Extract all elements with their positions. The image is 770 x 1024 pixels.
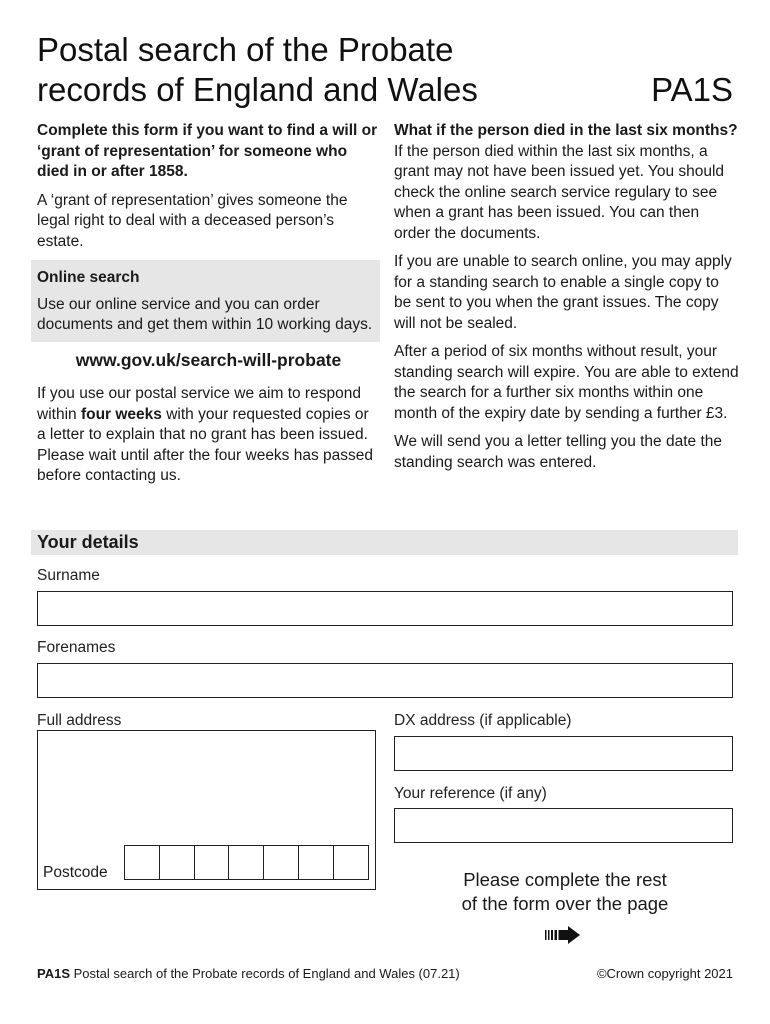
postcode-cell[interactable] — [264, 846, 299, 879]
expiry-text: After a period of six months without result, your standing search will expire. You are able to extend the search for a further six months within one month of the expiry date by sending a further £3. — [394, 343, 739, 422]
left-column — [37, 121, 380, 495]
postcode-cell[interactable] — [160, 846, 195, 879]
surname-label: Surname — [37, 567, 100, 584]
continue-line-2: of the form over the page — [461, 893, 669, 914]
grant-explainer: A ‘grant of representation’ gives someone the legal right to deal with a deceased person’s estate. — [37, 191, 348, 250]
your-details-heading: Your details — [31, 530, 738, 555]
letter-text: We will send you a letter telling you the date the standing search was entered. — [394, 433, 722, 471]
right-column — [394, 121, 739, 481]
standing-search-text: If you are unable to search online, you may apply for a standing search to enable a single copy to be sent to you when the grant issues. The copy will not be sealed. — [394, 253, 732, 332]
footer-form-title: Postal search of the Probate records of England and Wales (07.21) — [70, 966, 460, 981]
full-address-label: Full address — [37, 712, 122, 729]
search-will-probate-link[interactable]: www.gov.uk/search-will-probate — [75, 349, 342, 370]
postcode-cell[interactable] — [195, 846, 230, 879]
forenames-field[interactable] — [37, 663, 733, 698]
turn-page-arrow-icon — [545, 925, 581, 945]
continue-note — [440, 868, 690, 916]
postcode-cell[interactable] — [334, 846, 369, 879]
online-search-heading: Online search — [37, 269, 140, 286]
page-title — [37, 30, 478, 110]
online-search-box — [31, 260, 380, 342]
online-search-body: Use our online service and you can order documents and get them within 10 working days. — [37, 295, 373, 333]
form-code: PA1S — [651, 71, 733, 108]
reference-field[interactable] — [394, 808, 733, 843]
recent-death-answer: If the person died within the last six months, a grant may not have been issued yet. You should check the online search service regulary to see when a grant has been issued. You can then order the documents. — [394, 142, 725, 242]
dx-address-field[interactable] — [394, 736, 733, 771]
postcode-field[interactable] — [124, 845, 369, 880]
postal-service-text — [37, 384, 380, 487]
recent-death-question: What if the person died in the last six months? — [394, 122, 738, 139]
dx-address-label: DX address (if applicable) — [394, 712, 572, 729]
postal-before: If you use our postal service we aim to respond within — [37, 385, 361, 423]
postcode-cell[interactable] — [125, 846, 160, 879]
footer-copyright: ©Crown copyright 2021 — [596, 966, 733, 981]
continue-line-1: Please complete the rest — [463, 869, 667, 890]
reference-label: Your reference (if any) — [394, 785, 547, 802]
surname-field[interactable] — [37, 591, 733, 626]
forenames-label: Forenames — [37, 639, 116, 656]
recent-death-text — [394, 121, 739, 244]
postal-after: with your requested copies or a letter to explain that no grant has been issued. Please wait until after the four weeks has passed before contacting us. — [37, 405, 374, 484]
postal-emphasis: four weeks — [80, 405, 162, 423]
postcode-cell[interactable] — [299, 846, 334, 879]
postcode-label: Postcode — [43, 864, 108, 881]
title-line-1: Postal search of the Probate — [37, 31, 454, 68]
title-line-2: records of England and Wales — [37, 71, 478, 108]
footer-form-info — [37, 966, 460, 981]
intro-lead: Complete this form if you want to find a will or ‘grant of representation’ for someone who died in or after 1858. — [37, 122, 378, 180]
postcode-cell[interactable] — [229, 846, 264, 879]
footer-form-code: PA1S — [37, 966, 70, 981]
